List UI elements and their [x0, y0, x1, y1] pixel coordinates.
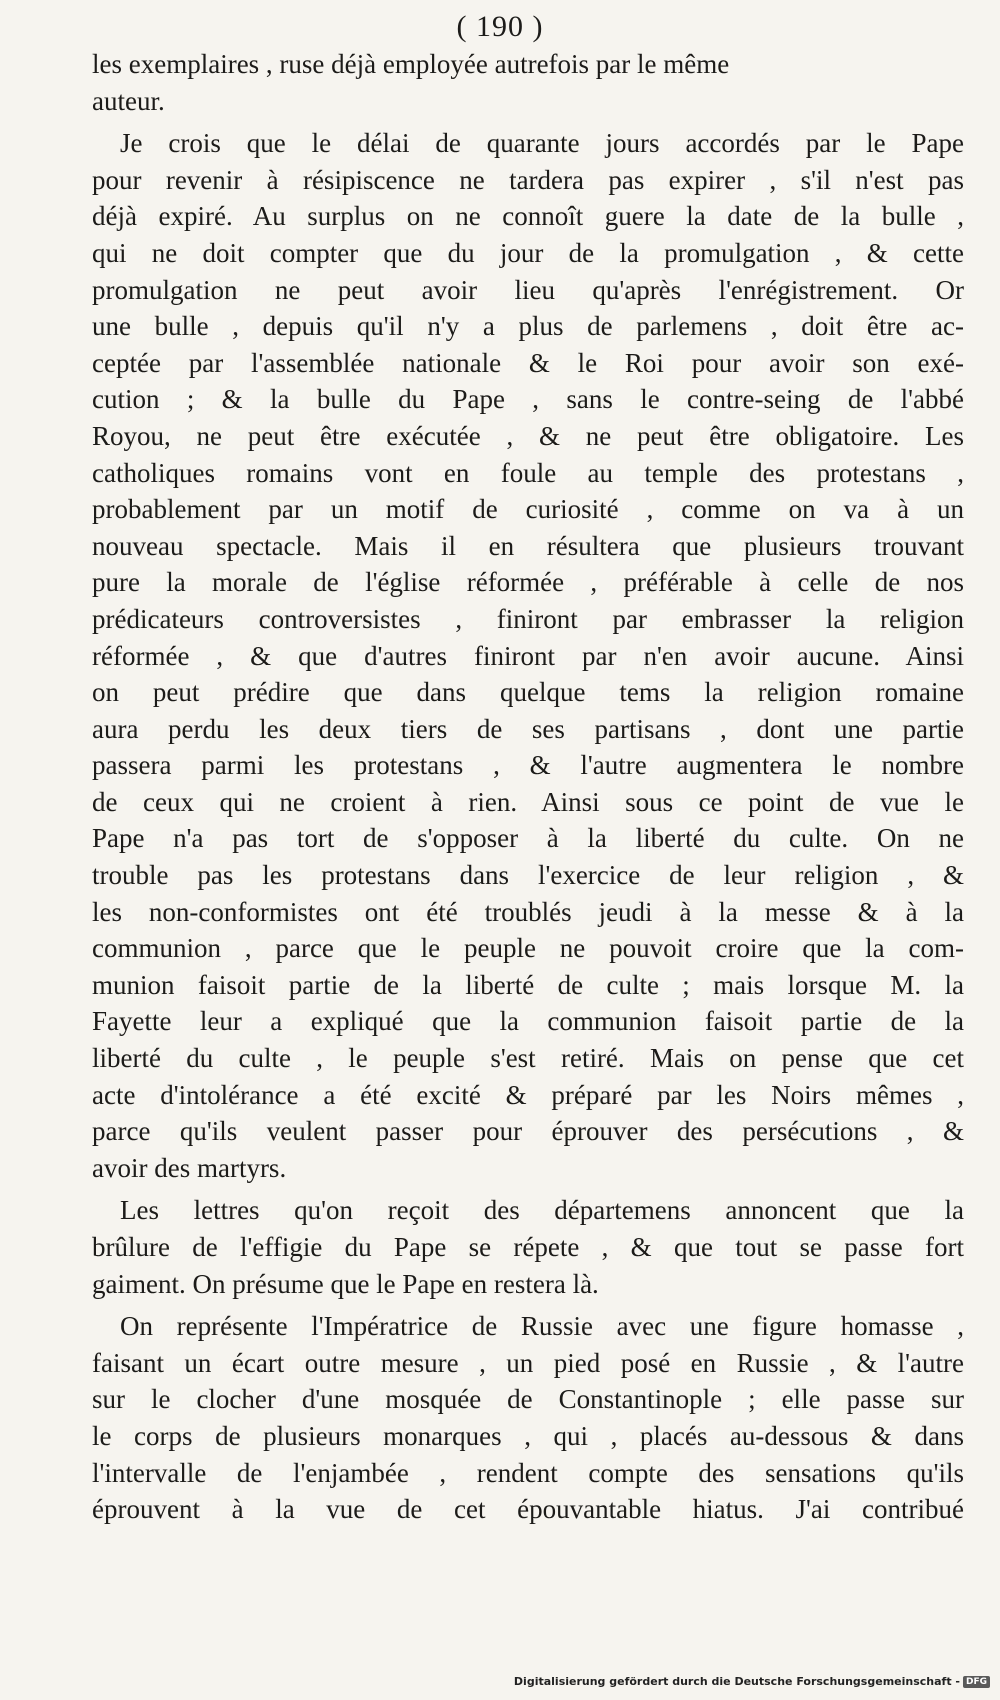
text-line: cution ; & la bulle du Pape , sans le contre-seing de l'abbé — [92, 384, 964, 415]
text-line: prédicateurs controversistes , finiront par embrasser la religion — [92, 603, 964, 634]
text-line: de ceux qui ne croient à rien. Ainsi sous ce point de vue le — [92, 786, 964, 817]
page-number: ( 190 ) — [456, 10, 544, 43]
text-line: Je crois que le délai de quarante jours accordés par le Pape — [120, 128, 964, 159]
text-line: les non-conformistes ont été troublés jeudi à la messe & à la — [92, 896, 964, 927]
text-line: aura perdu les deux tiers de ses partisans , dont une partie — [92, 713, 964, 744]
text-line: les exemplaires , ruse déjà employée autrefois par le même — [92, 49, 730, 79]
text-line: Pape n'a pas tort de s'opposer à la liberté du culte. On ne — [92, 823, 964, 854]
text-line: promulgation ne peut avoir lieu qu'après l'enrégistrement. Or — [92, 274, 964, 305]
text-line: sur le clocher d'une mosquée de Constantinople ; elle passe sur — [92, 1384, 964, 1415]
text-line: auteur. — [92, 85, 165, 116]
text-line: nouveau spectacle. Mais il en résultera que plusieurs trouvant — [92, 530, 964, 561]
text-line: l'intervalle de l'enjambée , rendent compte des sensations qu'ils — [92, 1457, 964, 1488]
text-line: acte d'intolérance a été excité & préparé par les Noirs mêmes , — [92, 1079, 964, 1110]
text-line: communion , parce que le peuple ne pouvoit croire que la com- — [92, 933, 964, 964]
text-line: parce qu'ils veulent passer pour éprouver des persécutions , & — [92, 1116, 964, 1147]
text-line: pure la morale de l'église réformée , préférable à celle de nos — [92, 567, 964, 598]
body-text — [92, 46, 964, 1528]
text-line: probablement par un motif de curiosité , comme on va à un — [92, 494, 964, 525]
text-line: éprouvent à la vue de cet épouvantable hiatus. J'ai contribué — [92, 1494, 964, 1525]
text-line: liberté du culte , le peuple s'est retiré. Mais on pense que cet — [92, 1043, 964, 1074]
text-line: ceptée par l'assemblée nationale & le Roi pour avoir son exé- — [92, 347, 964, 378]
dfg-logo: DFG — [963, 1676, 990, 1688]
digitization-credit — [514, 1675, 990, 1688]
text-line: le corps de plusieurs monarques , qui , placés au-dessous & dans — [92, 1420, 964, 1451]
text-line: qui ne doit compter que du jour de la promulgation , & cette — [92, 237, 964, 268]
text-line: gaiment. On présume que le Pape en restera là. — [92, 1268, 599, 1299]
text-line: On représente l'Impératrice de Russie avec une figure homasse , — [120, 1311, 964, 1342]
text-line: déjà expiré. Au surplus on ne connoît guere la date de la bulle , — [92, 201, 964, 232]
text-line: avoir des martyrs. — [92, 1152, 287, 1183]
text-line: Fayette leur a expliqué que la communion faisoit partie de la — [92, 1006, 964, 1037]
text-line: une bulle , depuis qu'il n'y a plus de parlemens , doit être ac- — [92, 311, 964, 342]
text-line: brûlure de l'effigie du Pape se répete , & que tout se passe fort — [92, 1232, 964, 1262]
text-line: munion faisoit partie de la liberté de culte ; mais lorsque M. la — [92, 969, 964, 1000]
text-line: on peut prédire que dans quelque tems la religion romaine — [92, 677, 964, 708]
text-line: faisant un écart outre mesure , un pied posé en Russie , & l'autre — [92, 1347, 964, 1378]
text-line: Royou, ne peut être exécutée , & ne peut être obligatoire. Les — [92, 420, 964, 451]
text-line: pour revenir à résipiscence ne tardera pas expirer , s'il n'est pas — [92, 164, 964, 195]
credit-text: Digitalisierung gefördert durch die Deutsche Forschungsgemeinschaft - — [513, 1675, 960, 1688]
text-line: Les lettres qu'on reçoit des départemens annoncent que la — [120, 1195, 964, 1226]
text-line: catholiques romains vont en foule au temple des protestans , — [92, 457, 964, 488]
text-line: trouble pas les protestans dans l'exercice de leur religion , & — [92, 860, 964, 891]
text-line: réformée , & que d'autres finiront par n'en avoir aucune. Ainsi — [92, 640, 964, 671]
text-line: passera parmi les protestans , & l'autre augmentera le nombre — [92, 750, 964, 781]
